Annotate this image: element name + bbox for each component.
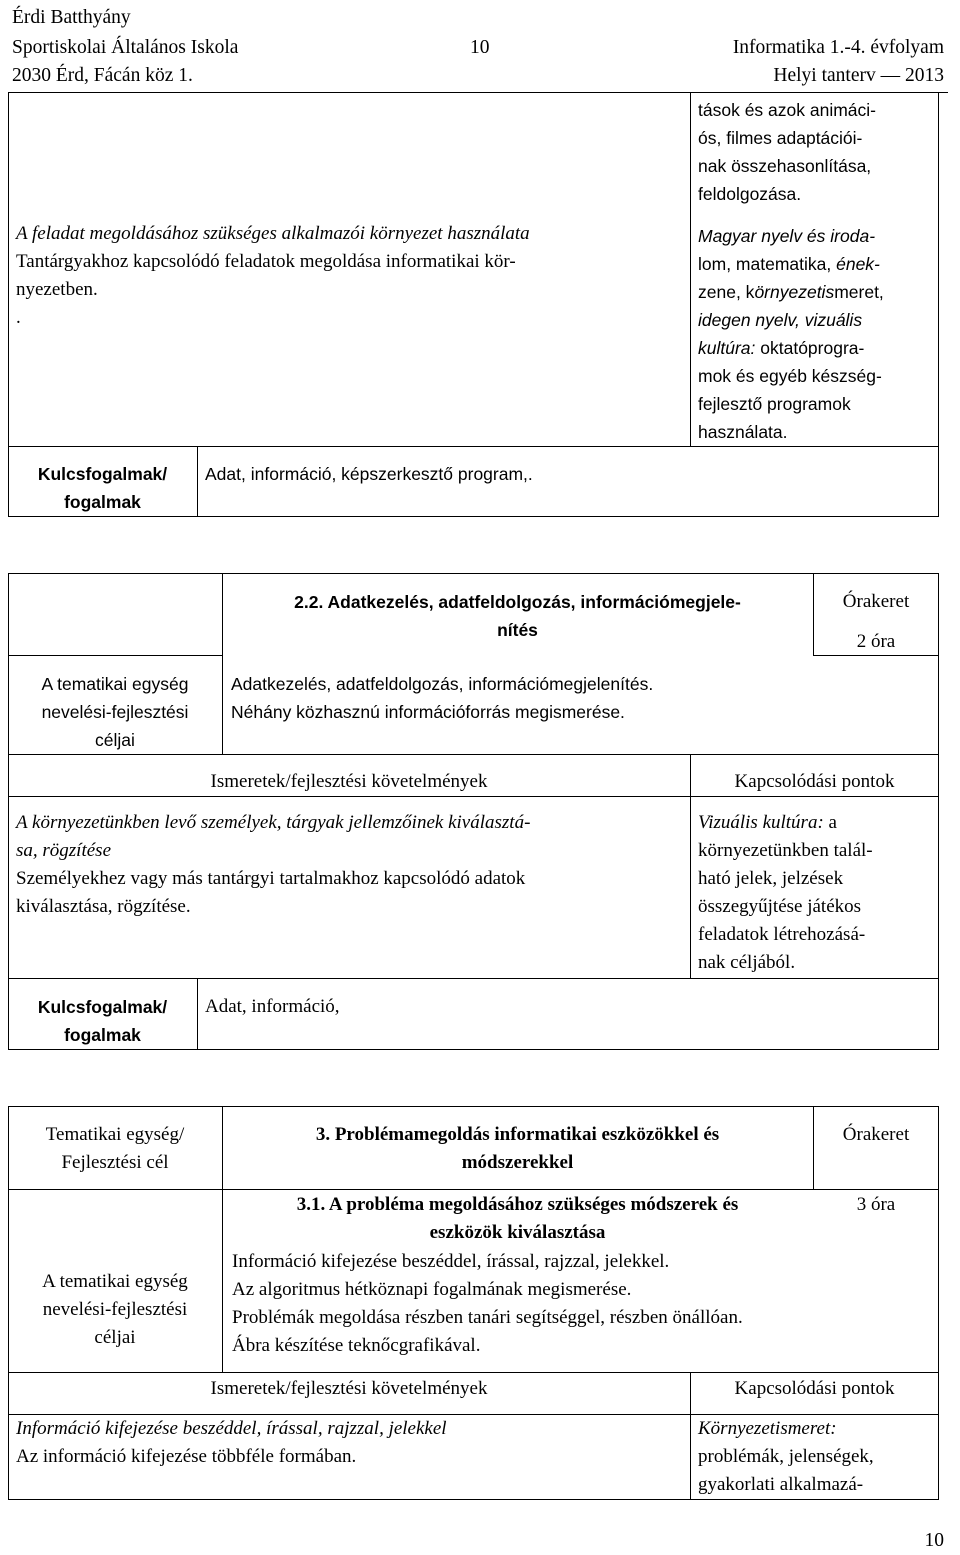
subject-grade: Informatika 1.-4. évfolyam	[732, 37, 944, 58]
requirements-text: A környezetünkben levő személyek, tárgyak jellemzőinek kiválasztá- sa, rögzítése Személyekhez vagy más tantárgyi tartalmakhoz kapcsolódó adatok kiválasztása, rögzítése.	[16, 812, 531, 917]
school-address: 2030 Érd, Fácán köz 1.	[12, 65, 193, 86]
section3-title: 3. Problémamegoldás informatikai eszközökkel és módszerekkel	[315, 1124, 720, 1173]
requirements-text: Információ kifejezése beszéddel, írással, rajzzal, jelekkel Az információ kifejezése többféle formában.	[16, 1418, 447, 1467]
section3-subtitle: 3.1. A probléma megoldásához szükséges módszerek és eszközök kiválasztása	[296, 1194, 739, 1243]
task-text: Tantárgyakhoz kapcsolódó feladatok megoldása informatikai kör- nyezetben. .	[16, 251, 516, 328]
connections-header: Kapcsolódási pontok	[734, 1378, 895, 1399]
key-concepts-value: Adat, információ, képszerkesztő program,.	[205, 464, 533, 484]
curriculum-label: Helyi tanterv ― 2013	[773, 65, 944, 86]
continued-text: tások és azok animáci- ós, filmes adaptációi- nak összehasonlítása, feldolgozása.	[698, 100, 876, 204]
key-concepts-label: Kulcsfogalmak/ fogalmak	[37, 464, 168, 512]
header-page-number: 10	[470, 37, 490, 58]
hours-frame-value: 3 óra	[856, 1194, 896, 1215]
connections-text: Környezetismeret: problémák, jelenségek, gyakorlati alkalmazá-	[698, 1418, 874, 1495]
connections-text: Vizuális kultúra: a környezetünkben talál- ható jelek, jelzések összegyűjtése játékos feladatok létrehozásá- nak céljából.	[698, 812, 873, 973]
goals-label: A tematikai egység nevelési-fejlesztési céljai	[41, 674, 189, 750]
unit-label: Tematikai egység/ Fejlesztési cél	[45, 1124, 185, 1173]
page-header	[12, 4, 948, 93]
key-concepts-label: Kulcsfogalmak/ fogalmak	[37, 997, 168, 1045]
section2-title: 2.2. Adatkezelés, adatfeldolgozás, információmegjele- nítés	[294, 592, 741, 640]
goals-text: Információ kifejezése beszéddel, írással, rajzzal, jelekkel. Az algoritmus hétköznapi fogalmának megismerése. Problémák megoldása részben tanári segítséggel, részben önállóan. Ábra készítése teknőcgrafikával.	[232, 1251, 743, 1356]
connections-header: Kapcsolódási pontok	[734, 771, 895, 792]
hours-frame-value: 2 óra	[856, 631, 896, 652]
requirements-header: Ismeretek/fejlesztési követelmények	[210, 1378, 488, 1399]
goals-text: Adatkezelés, adatfeldolgozás, információmegjelenítés. Néhány közhasznú információforrás megismerése.	[231, 674, 654, 722]
key-concepts-value: Adat, információ,	[205, 996, 340, 1017]
hours-frame-label: Órakeret	[842, 591, 910, 612]
school-name-line1: Érdi Batthyány	[12, 7, 131, 28]
hours-frame-label: Órakeret	[842, 1124, 910, 1145]
school-name-line2: Sportiskolai Általános Iskola	[12, 37, 239, 58]
requirements-header: Ismeretek/fejlesztési követelmények	[210, 771, 488, 792]
task-heading: A feladat megoldásához szükséges alkalmazói környezet használata	[16, 223, 530, 244]
goals-label: A tematikai egység nevelési-fejlesztési céljai	[42, 1271, 188, 1348]
footer-page-number: 10	[924, 1530, 944, 1551]
related-subjects: Magyar nyelv és iroda- lom, matematika, ének- zene, környezetismeret, idegen nyelv, vizuális kultúra: oktatóprogra- mok és egyéb készség- fejlesztő programok használata.	[698, 226, 884, 442]
